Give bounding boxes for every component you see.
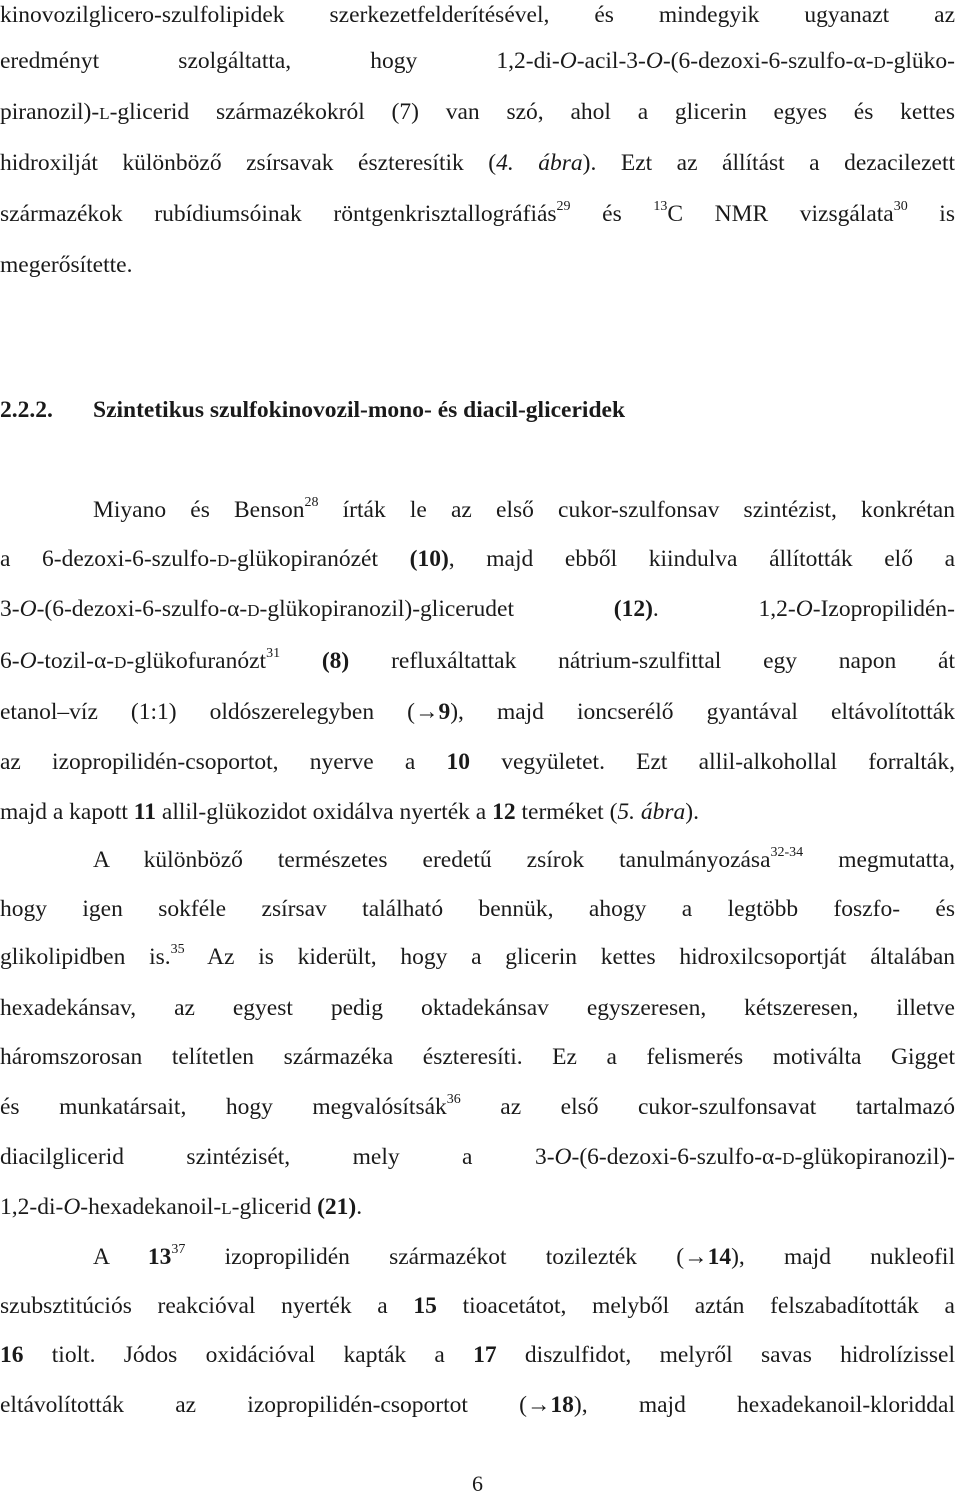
text-line-6: megerősítette. — [0, 252, 133, 278]
text-line-9: 3-O-(6-dezoxi-6-szulfo-α-D-glükopiranozil)-glicerudet (12). 1,2-O-Izopropilidén- — [0, 596, 956, 622]
text-line-13: majd a kapott 11 allil-glükozidot oxidálva nyerték a 12 terméket (5. ábra). — [0, 799, 699, 825]
text-line-16: glikolipidben is.$^{35}$ Az is kiderült, hogy a glicerin kettes hidroxilcsoportját általában — [0, 942, 956, 970]
text-line-22: A $13^{37}$ izopropilidén származékot tozilezték (→14), majd nukleofil — [93, 1242, 955, 1270]
text-line-8: a 6-dezoxi-6-szulfo-D-glükopiranózét (10), majd ebből kiindulva állították elő a — [0, 546, 956, 572]
text-line-7: Miyano és Benson$^{28}$ írták le az első cukor-szulfonsav szintézist, konkrétan — [93, 495, 955, 523]
text-line-24: 16 tiolt. Jódos oxidációval kapták a 17 diszulfidot, melyről savas hidrolízissel — [0, 1342, 956, 1368]
text-line-21: 1,2-di-O-hexadekanoil-L-glicerid (21). — [0, 1194, 363, 1220]
text-line-19: és munkatársait, hogy megvalósítsák$^{36}$ az első cukor-szulfonsavat tartalmazó — [0, 1092, 955, 1120]
section-number: 2.2.2. — [0, 397, 53, 423]
text-line-3: piranozil)-L-glicerid származékokról (7) van szó, ahol a glicerin egyes és kettes — [0, 99, 955, 125]
text-line-17: hexadekánsav, az egyest pedig oktadekánsav egyszeresen, kétszeresen, illetve — [0, 995, 955, 1021]
text-line-11: etanol–víz (1:1) oldószerelegyben (→9), majd ioncserélő gyantával eltávolították — [0, 699, 955, 725]
section-heading — [0, 395, 955, 425]
text-line-12: az izopropilidén-csoportot, nyerve a 10 vegyületet. Ezt allil-alkohollal forralták, — [0, 749, 955, 775]
text-line-20: diacilglicerid szintézisét, mely a 3-O-(6-dezoxi-6-szulfo-α-D-glükopiranozil)- — [0, 1144, 955, 1170]
text-line-25: eltávolították az izopropilidén-csoportot (→18), majd hexadekanoil-kloriddal — [0, 1392, 955, 1418]
page-number: 6 — [472, 1471, 483, 1496]
text-line-23: szubsztitúciós reakcióval nyerték a 15 tioacetátot, melyből aztán felszabadították a — [0, 1293, 955, 1319]
text-line-15: hogy igen sokféle zsírsav található bennük, ahogy a legtöbb foszfo- és — [0, 896, 955, 922]
text-line-18: háromszorosan telítetlen származéka észteresíti. Ez a felismerés motiválta Gigget — [0, 1044, 955, 1070]
text-line-4: hidroxilját különböző zsírsavak észteresítik (4. ábra). Ezt az állítást a dezacilezett — [0, 150, 956, 176]
text-line-10: 6-O-tozil-α-D-glükofuranózt$^{31}$ (8) refluxáltattak nátrium-szulfittal egy napon át — [0, 646, 955, 674]
text-line-14: A különböző természetes eredetű zsírok tanulmányozása$^{32-34}$ megmutatta, — [93, 845, 956, 873]
text-line-5: származékok rubídiumsóinak röntgenkrisztallográfiás$^{29}$ és $^{13}$C NMR vizsgálata$^{30}$ is — [0, 199, 955, 227]
text-line-1: kinovozilglicero-szulfolipidek szerkezetfelderítésével, és mindegyik ugyanazt az — [0, 2, 955, 28]
text-line-2: eredményt szolgáltatta, hogy 1,2-di-O-acil-3-O-(6-dezoxi-6-szulfo-α-D-glüko- — [0, 48, 955, 74]
section-title: Szintetikus szulfokinovozil-mono- és diacil-gliceridek — [93, 397, 626, 423]
